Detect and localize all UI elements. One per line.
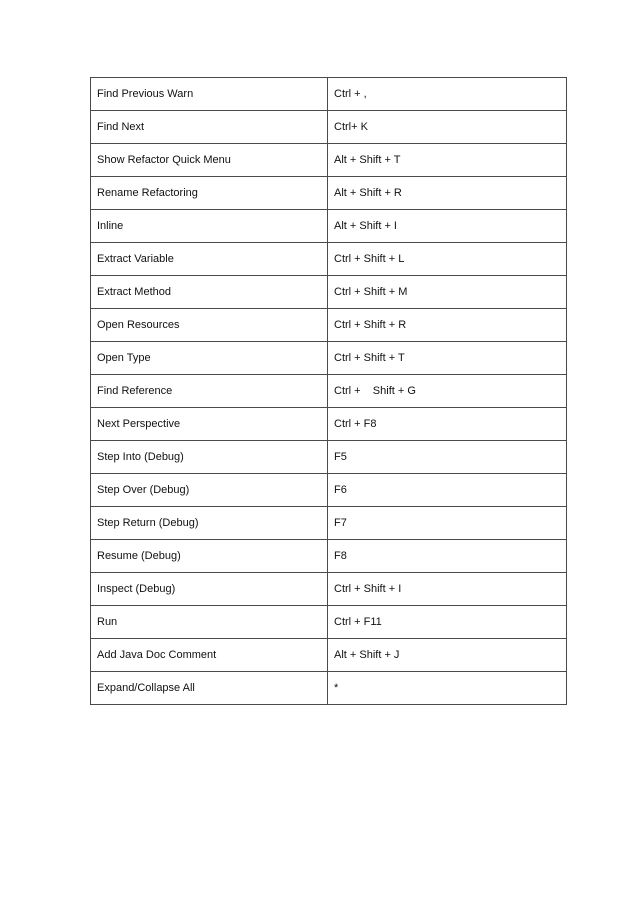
action-cell: Expand/Collapse All [91,672,328,705]
action-cell: Find Next [91,111,328,144]
shortcut-cell: * [328,672,567,705]
shortcut-cell: Ctrl + Shift + I [328,573,567,606]
action-cell: Find Reference [91,375,328,408]
shortcut-cell: F7 [328,507,567,540]
table-row [91,573,567,606]
action-cell: Next Perspective [91,408,328,441]
shortcut-cell: Ctrl + , [328,78,567,111]
shortcut-cell: Alt + Shift + I [328,210,567,243]
action-cell: Add Java Doc Comment [91,639,328,672]
table-row [91,111,567,144]
action-cell: Step Into (Debug) [91,441,328,474]
shortcut-cell: Ctrl + Shift + T [328,342,567,375]
shortcut-cell: Ctrl + Shift + R [328,309,567,342]
action-cell: Inspect (Debug) [91,573,328,606]
action-cell: Open Resources [91,309,328,342]
action-cell: Extract Method [91,276,328,309]
action-cell: Step Return (Debug) [91,507,328,540]
shortcut-cell: Ctrl + Shift + G [328,375,567,408]
action-cell: Open Type [91,342,328,375]
action-cell: Show Refactor Quick Menu [91,144,328,177]
action-cell: Find Previous Warn [91,78,328,111]
shortcut-table [90,77,567,705]
shortcut-cell: Alt + Shift + J [328,639,567,672]
shortcut-cell: Ctrl+ K [328,111,567,144]
table-row [91,408,567,441]
table-row [91,177,567,210]
shortcut-cell: F5 [328,441,567,474]
table-row [91,276,567,309]
action-cell: Inline [91,210,328,243]
shortcut-cell: F6 [328,474,567,507]
shortcut-cell: Ctrl + Shift + L [328,243,567,276]
table-row [91,672,567,705]
table-row [91,78,567,111]
table-row [91,540,567,573]
shortcut-cell: Alt + Shift + R [328,177,567,210]
table-row [91,606,567,639]
action-cell: Resume (Debug) [91,540,328,573]
table-row [91,210,567,243]
shortcut-cell: Ctrl + Shift + M [328,276,567,309]
table-row [91,639,567,672]
table-row [91,144,567,177]
action-cell: Rename Refactoring [91,177,328,210]
table-row [91,507,567,540]
table-row [91,441,567,474]
shortcut-cell: Ctrl + F11 [328,606,567,639]
action-cell: Extract Variable [91,243,328,276]
table-row [91,243,567,276]
table-row [91,375,567,408]
action-cell: Step Over (Debug) [91,474,328,507]
table-row [91,309,567,342]
table-row [91,474,567,507]
table-row [91,342,567,375]
action-cell: Run [91,606,328,639]
shortcut-cell: Ctrl + F8 [328,408,567,441]
shortcut-cell: Alt + Shift + T [328,144,567,177]
shortcut-cell: F8 [328,540,567,573]
